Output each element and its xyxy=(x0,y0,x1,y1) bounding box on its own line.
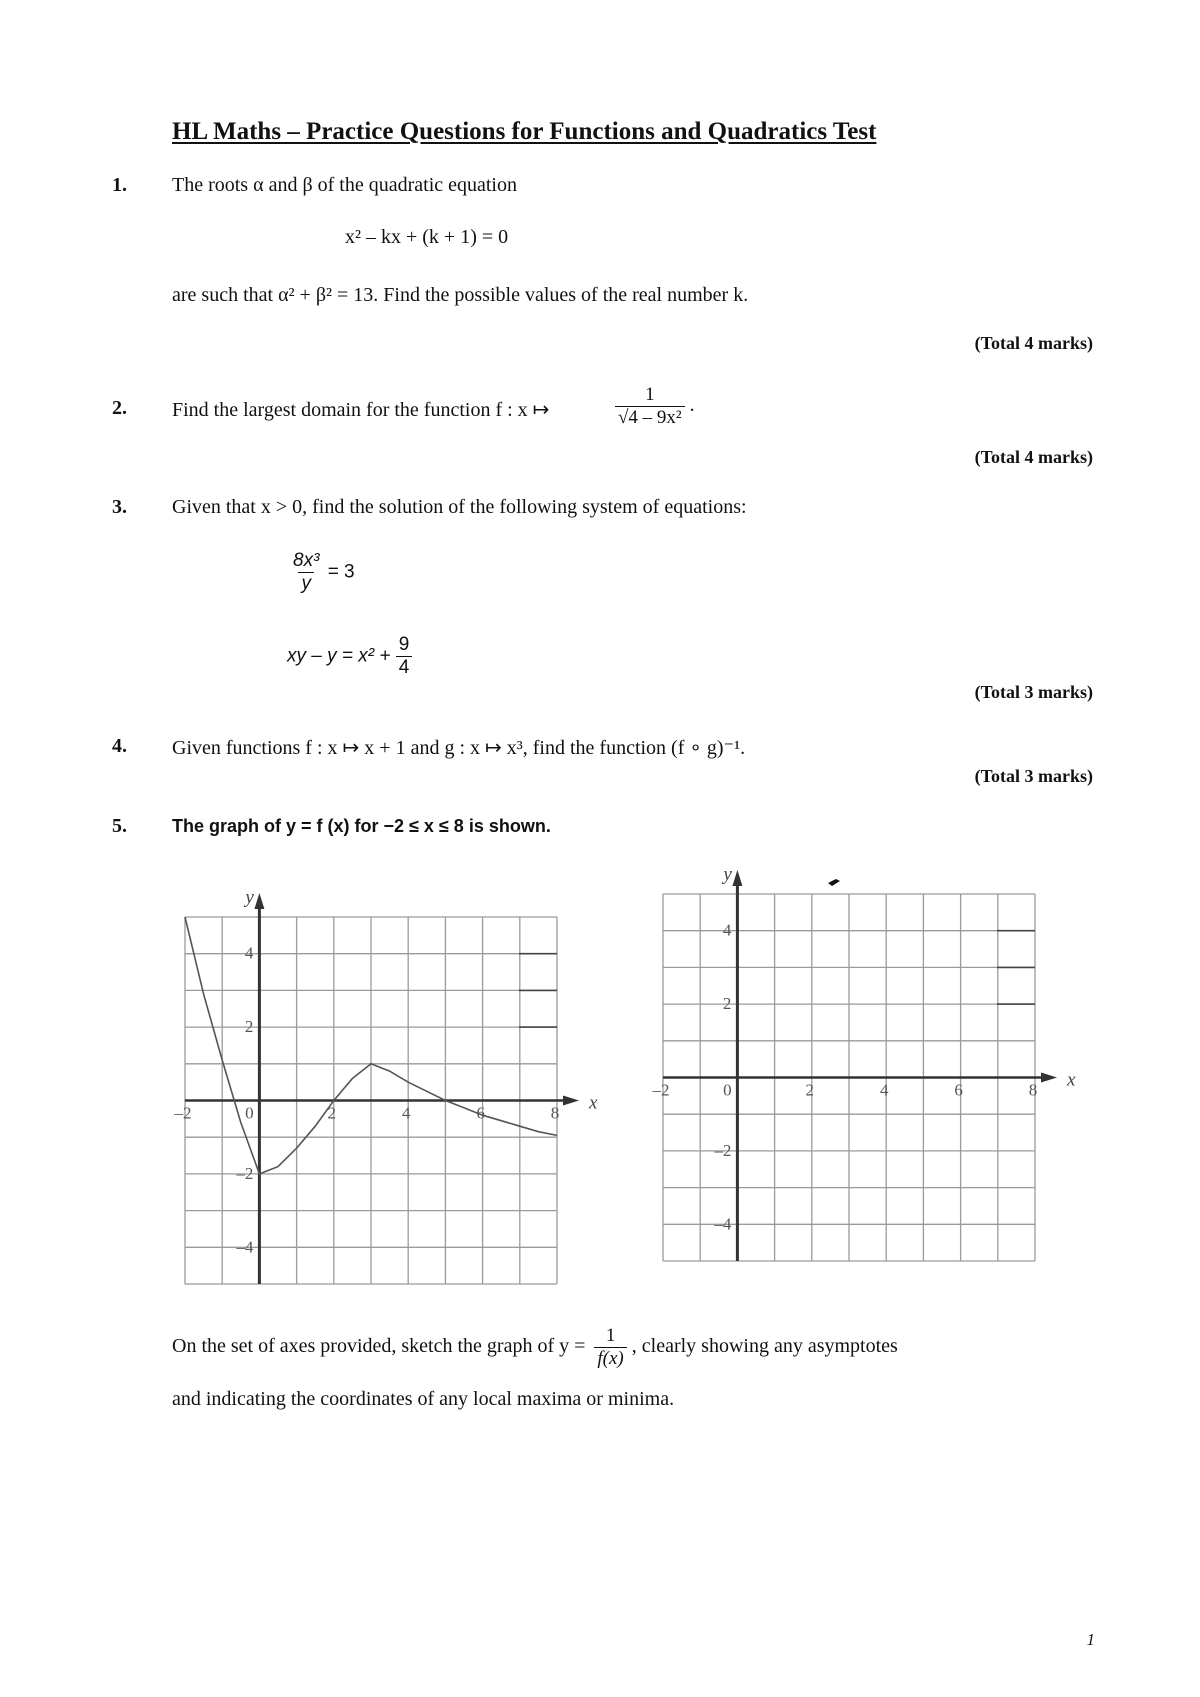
q3-text: Given that x > 0, find the solution of the following system of equations: xyxy=(172,496,747,518)
q3-eq2-lhs: xy – y = x² + xyxy=(287,645,391,667)
y-tick-label: –2 xyxy=(714,1140,732,1160)
q2-text: Find the largest domain for the function f : x ↦ xyxy=(172,399,550,421)
graph-blank-axes[interactable] xyxy=(650,855,1090,1270)
q3-eq1-rhs: = 3 xyxy=(327,561,355,583)
x-tick-label: 4 xyxy=(879,1080,889,1100)
x-tick-label: 0 xyxy=(245,1103,254,1123)
q3-number: 3. xyxy=(112,496,127,518)
x-axis-label: x xyxy=(1067,1069,1076,1091)
page-number: 1 xyxy=(1086,1630,1095,1649)
q1-equation: x² – kx + (k + 1) = 0 xyxy=(345,226,509,248)
q3-equation-2 xyxy=(287,634,412,679)
q5-instruction xyxy=(172,1325,898,1370)
page-title: HL Maths – Practice Questions for Functions and Quadratics Test xyxy=(172,118,877,145)
q1-marks: (Total 4 marks) xyxy=(974,333,1093,353)
x-axis-arrow xyxy=(1041,1073,1057,1083)
q2-end: . xyxy=(689,393,695,416)
x-tick-label: –2 xyxy=(174,1103,192,1123)
stray-pen-mark xyxy=(828,879,840,886)
x-tick-label: 4 xyxy=(401,1103,411,1123)
q3-equation-1 xyxy=(290,550,355,595)
q2-number: 2. xyxy=(112,397,127,419)
y-tick-label: –4 xyxy=(714,1214,732,1234)
q5-instr-a: On the set of axes provided, sketch the graph of y = xyxy=(172,1334,586,1357)
y-axis-arrow xyxy=(254,893,264,909)
graph-fx xyxy=(160,875,600,1290)
q4-number: 4. xyxy=(112,735,127,757)
q5-instr-frac-num: 1 xyxy=(605,1325,616,1346)
q4-text: Given functions f : x ↦ x + 1 and g : x ↦ x³, find the function (f ∘ g)⁻¹. xyxy=(172,737,746,759)
q5-instr-frac-den: f(x) xyxy=(594,1347,626,1370)
q3-eq2-den: 4 xyxy=(396,656,413,679)
x-tick-label: 6 xyxy=(476,1103,485,1123)
x-axis-arrow xyxy=(563,1096,579,1106)
x-tick-label: 8 xyxy=(1028,1080,1038,1100)
q5-instruction-2: and indicating the coordinates of any local maxima or minima. xyxy=(172,1388,675,1410)
q5-text: The graph of y = f (x) for −2 ≤ x ≤ 8 is shown. xyxy=(172,816,551,836)
x-tick-label: –2 xyxy=(652,1080,670,1100)
y-tick-label: 4 xyxy=(722,920,732,940)
q2-frac-den: √4 – 9x² xyxy=(615,406,685,429)
q5-instr-b: , clearly showing any asymptotes xyxy=(631,1334,898,1357)
x-tick-label: 2 xyxy=(805,1080,815,1100)
y-axis-label: y xyxy=(245,887,254,908)
q1-number: 1. xyxy=(112,174,127,196)
y-tick-label: 2 xyxy=(722,994,732,1014)
q3-eq2-num: 9 xyxy=(398,634,410,655)
y-tick-label: –2 xyxy=(236,1163,254,1183)
x-tick-label: 0 xyxy=(723,1080,732,1100)
x-tick-label: 8 xyxy=(550,1103,560,1123)
y-axis-arrow xyxy=(732,870,742,886)
x-axis-label: x xyxy=(589,1092,598,1114)
q5-number: 5. xyxy=(112,815,127,837)
x-tick-label: 2 xyxy=(327,1103,337,1123)
x-tick-label: 6 xyxy=(954,1080,963,1100)
q2-fraction xyxy=(615,384,695,429)
q1-intro: The roots α and β of the quadratic equation xyxy=(172,174,517,196)
y-tick-label: 2 xyxy=(244,1017,254,1037)
y-tick-label: –4 xyxy=(236,1237,254,1257)
q1-condition: are such that α² + β² = 13. Find the possible values of the real number k. xyxy=(172,284,749,306)
q3-eq1-num: 8x³ xyxy=(293,550,320,571)
q3-eq1-den: y xyxy=(298,572,314,595)
q2-marks: (Total 4 marks) xyxy=(974,447,1093,467)
q2-frac-num: 1 xyxy=(645,384,655,405)
y-tick-label: 4 xyxy=(244,943,254,963)
q3-marks: (Total 3 marks) xyxy=(974,682,1093,702)
q4-marks: (Total 3 marks) xyxy=(974,766,1093,786)
y-axis-label: y xyxy=(723,864,732,885)
